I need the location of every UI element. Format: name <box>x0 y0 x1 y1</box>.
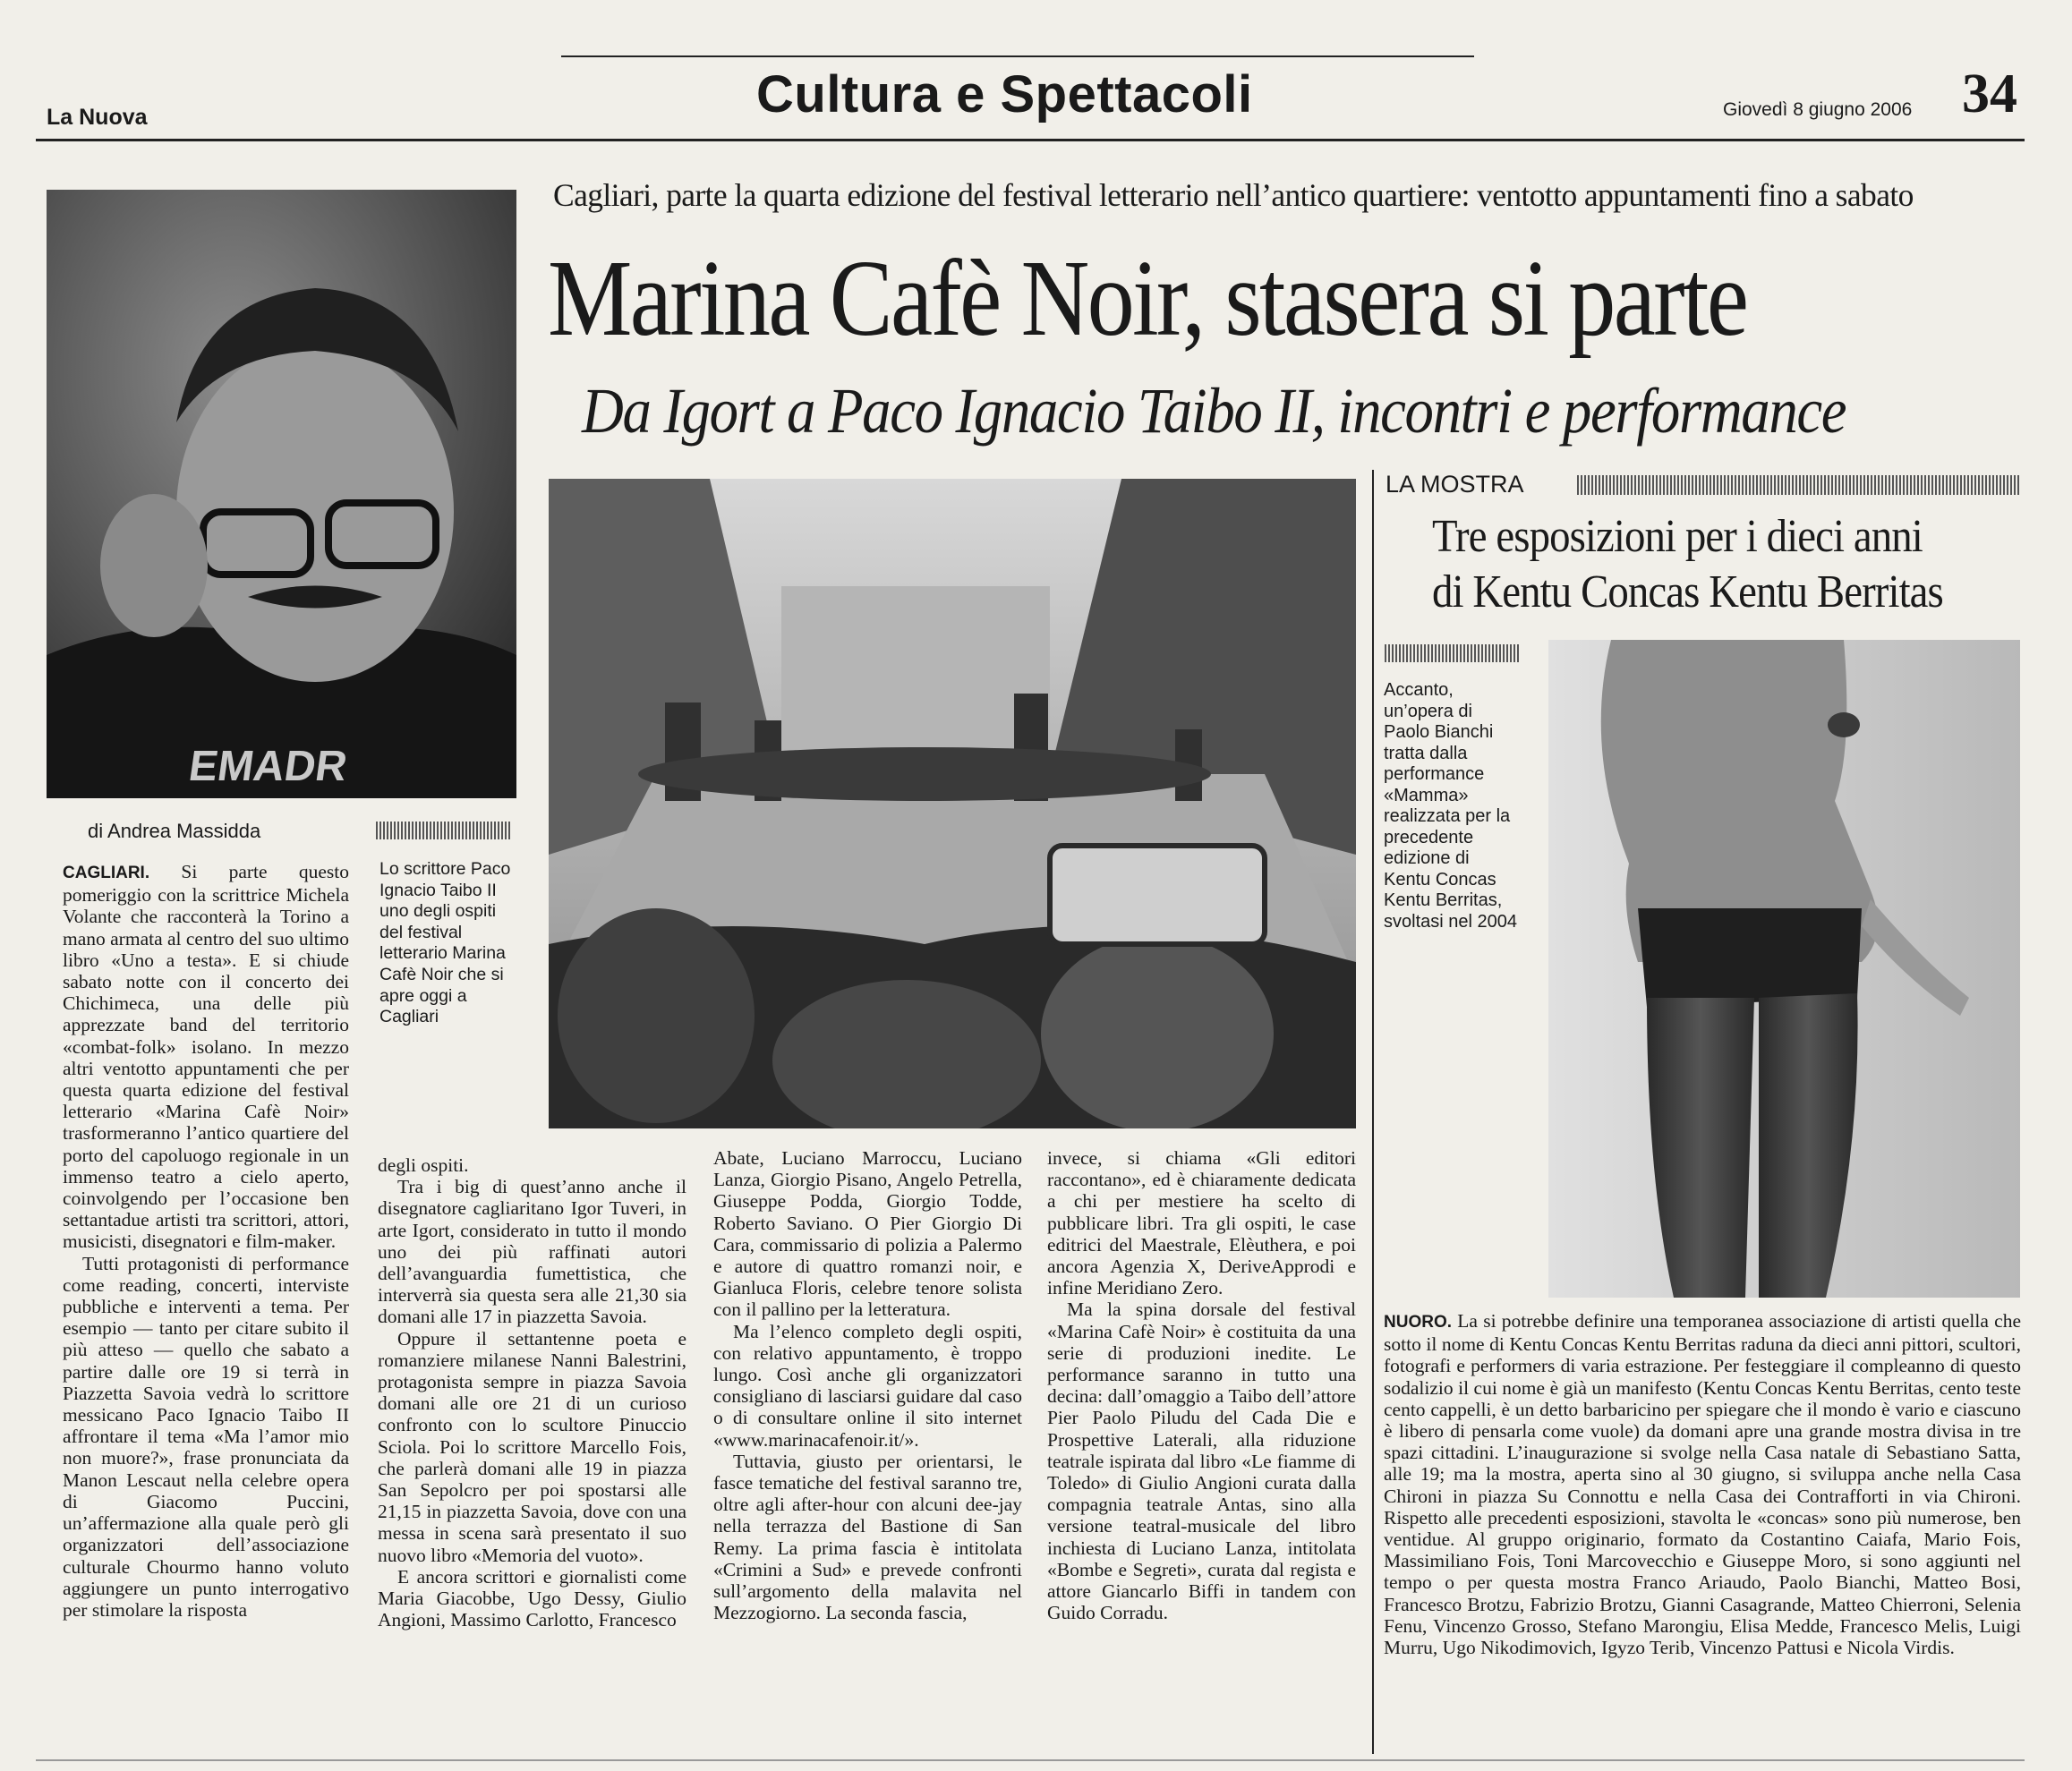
article-headline: Marina Cafè Noir, stasera si parte <box>548 238 1747 359</box>
paragraph: degli ospiti. <box>378 1154 469 1176</box>
artwork-photo <box>1548 640 2020 1298</box>
sidebar-photo-caption: Accanto, un’opera di Paolo Bianchi tratta dalla performance «Mamma» realizzata per la precedente edizione di Kentu Concas Kentu Berritas, svoltasi nel 2004 <box>1384 680 1517 932</box>
page-number: 34 <box>1962 64 2017 124</box>
byline: di Andrea Massidda <box>88 820 261 842</box>
paragraph: Ma l’elenco completo degli ospiti, con relativo appuntamento, è troppo lungo. Così anche gli organizzatori consigliano di lasciarsi guidare dal caso o di consultare online il sito internet «www.marinacafenoir.it/». <box>713 1320 1022 1451</box>
article-column-3 <box>713 1147 1022 1623</box>
sidebar-dateline: NUORO. <box>1384 1313 1452 1332</box>
sidebar-label: LA MOSTRA <box>1386 471 1524 498</box>
paragraph: La si potrebbe definire una temporanea associazione di artisti quella che sotto il nome di Kentu Concas Kentu Berritas raduna da dieci anni pittori, scultori, fotografi e performers di varia estrazione. Per festeggiare il compleanno di questo sodalizio il cui nome è già un manifesto (Kentu Concas Kentu Berritas, cento teste cento cappelli, è un detto barbaricino per spiegare che il mondo è vario e ciascuno è libero di pensarla come vuole) da domani apre una grande mostra divisa in tre spazi cittadini. L’inaugurazione si svolge nella Casa natale di Sebastiano Satta, alle 19; ma la mostra, aperta sino al 30 giugno, si sviluppa anche nella Casa Chironi in piazza Su Connottu e nella Casa dei Contrafforti in via Chironi. Rispetto alle precedenti esposizioni, stavolta le «concas» sono più numerose, ben ventidue. Al gruppo originario, formato da Costantino Caiafa, Mario Fois, Massimiliano Fois, Toni Marcovecchio e Giuseppe Moro, si sono aggiunti nel tempo o per questa mostra Franco Ariaudo, Paolo Bianchi, Matteo Bosi, Francesco Brotzu, Fabrizio Brotzu, Gianni Casagrande, Matteo Chierroni, Selenia Fenu, Vincenzo Grosso, Stefano Marongiu, Elisa Medde, Francesco Melis, Luigi Murru, Ugo Nikodimovich, Igyzo Terib, Vincenzo Pattusi e Nicola Virdis. <box>1384 1310 2021 1659</box>
article-column-1 <box>63 861 349 1621</box>
sidebar-headline-line1: Tre esposizioni per i dieci anni <box>1432 511 1923 562</box>
festival-crowd-photo <box>549 479 1356 1128</box>
sidebar-body <box>1384 1310 2021 1658</box>
paragraph: Abate, Luciano Marroccu, Luciano Lanza, Giorgio Pisano, Angelo Petrella, Giuseppe Podda, Giorgio Todde, Roberto Saviano. O Pier Giorgio Di Cara, commissario di polizia a Palermo e autore di quattro romanzi noir, e Gianluca Floris, celebre tenore solista con il pallino per la letteratura. <box>713 1147 1022 1321</box>
paragraph: Tra i big di quest’anno anche il disegnatore cagliaritano Igor Tuveri, in arte Igort, considerato in tutto il mondo uno dei più raffinati autori dell’avanguardia fumettistica, che interverrà sia questa sera alle 21,30 sia domani alle 17 in piazzetta Savoia. <box>378 1176 686 1328</box>
paragraph: Tutti protagonisti di performance come reading, concerti, interviste pubbliche e interventi a tema. Per esempio — tanto per citare subito il più atteso — quello che sabato a partire dalle ore 19 si terrà in Piazzetta Savoia vedrà lo scrittore messicano Paco Ignacio Taibo II affrontare il tema «Ma l’amor mio non muore?», frase pronunciata da Manon Lescaut nella celebre opera di Giacomo Puccini, un’affermazione alla quale però gli organizzatori dell’associazione culturale Chourmo hanno voluto aggiungere un punto interrogativo per stimolare la risposta <box>63 1252 349 1621</box>
article-column-4 <box>1047 1147 1356 1623</box>
portrait-photo <box>47 190 516 798</box>
paragraph: Oppure il settantenne poeta e romanziere milanese Nanni Balestrini, protagonista sempre in piazza Savoia domani alle ore 21 di un curioso confronto con lo scultore Pinuccio Sciola. Poi lo scrittore Marcello Fois, che parlerà domani alle 19 in piazza San Sepolcro per poi spostarsi alle 21,15 in piazzetta Savoia, dove con una messa in scena sarà presentato il suo nuovo libro «Memoria del vuoto». <box>378 1327 686 1566</box>
paragraph: E ancora scrittori e giornalisti come Maria Giacobbe, Ugo Dessy, Giulio Angioni, Massimo Carlotto, Francesco <box>378 1565 686 1631</box>
paragraph: Si parte questo pomeriggio con la scrittrice Michela Volante che racconterà la Torino a mano armata al centro del suo ultimo libro «Uno a testa». E si chiude sabato notte con il concerto dei Chichimeca, una delle più apprezzate band del territorio «combat-folk» isolano. In mezzo altri ventotto appuntamenti che per questa quarta edizione del festival letterario «Marina Cafè Noir» trasformeranno l’antico quartiere del porto del capoluogo regionale in un immenso teatro a cielo aperto, coinvolgendo per l’occasione ben settantadue artisti tra scrittori, attori, musicisti, disegnatori e film-maker. <box>63 861 350 1253</box>
issue-date: Giovedì 8 giugno 2006 <box>1723 99 1913 120</box>
paper-name: La Nuova <box>47 105 148 130</box>
section-title: Cultura e Spettacoli <box>756 65 1253 123</box>
article-kicker: Cagliari, parte la quarta edizione del festival letterario nell’antico quartiere: ventotto appuntamenti fino a sabato <box>553 177 1914 213</box>
article-subheadline: Da Igort a Paco Ignacio Taibo II, incontri e performance <box>582 375 1846 447</box>
article-column-2 <box>378 1154 686 1631</box>
dateline: CAGLIARI. <box>63 864 150 882</box>
svg-text:EMADR: EMADR <box>185 742 351 790</box>
paragraph: Ma la spina dorsale del festival «Marina Cafè Noir» è costituita da una serie di produzioni inedite. Le performance saranno in tutto una decina: dall’omaggio a Taibo dell’attore Pier Paolo Piludu del Cada Die e Prospettive Laterali, alla riduzione teatrale ispirata dal libro «Le fiamme di Toledo» di Giulio Angioni curata dalla compagnia teatrale Antas, sino alla versione teatral-musicale del libro inchiesta di Luciano Lanza, intitolata «Bombe e Segreti», curata dal regista e attore Giancarlo Biffi in tandem con Guido Corradu. <box>1047 1298 1356 1624</box>
sidebar-headline-line2: di Kentu Concas Kentu Berritas <box>1432 566 1943 617</box>
portrait-caption: Lo scrittore Paco Ignacio Taibo II uno degli ospiti del festival letterario Marina Cafè Noir che si apre oggi a Cagliari <box>379 859 511 1027</box>
paragraph: Tuttavia, giusto per orientarsi, le fasce tematiche del festival saranno tre, oltre agli after-hour con alcuni dee-jay nella terrazza del Bastione di San Remy. La prima fascia è intitolata «Crimini a Sud» e prevede confronti sull’argomento della malavita nel Mezzogiorno. La seconda fascia, <box>713 1450 1022 1624</box>
paragraph: invece, si chiama «Gli editori raccontano», ed è chiaramente dedicata a chi per mestiere ha scelto di pubblicare libri. Tra gli ospiti, le case editrici del Maestrale, Elèuthera, e poi ancora Agenzia X, DeriveApprodi e infine Meridiano Zero. <box>1047 1147 1356 1299</box>
